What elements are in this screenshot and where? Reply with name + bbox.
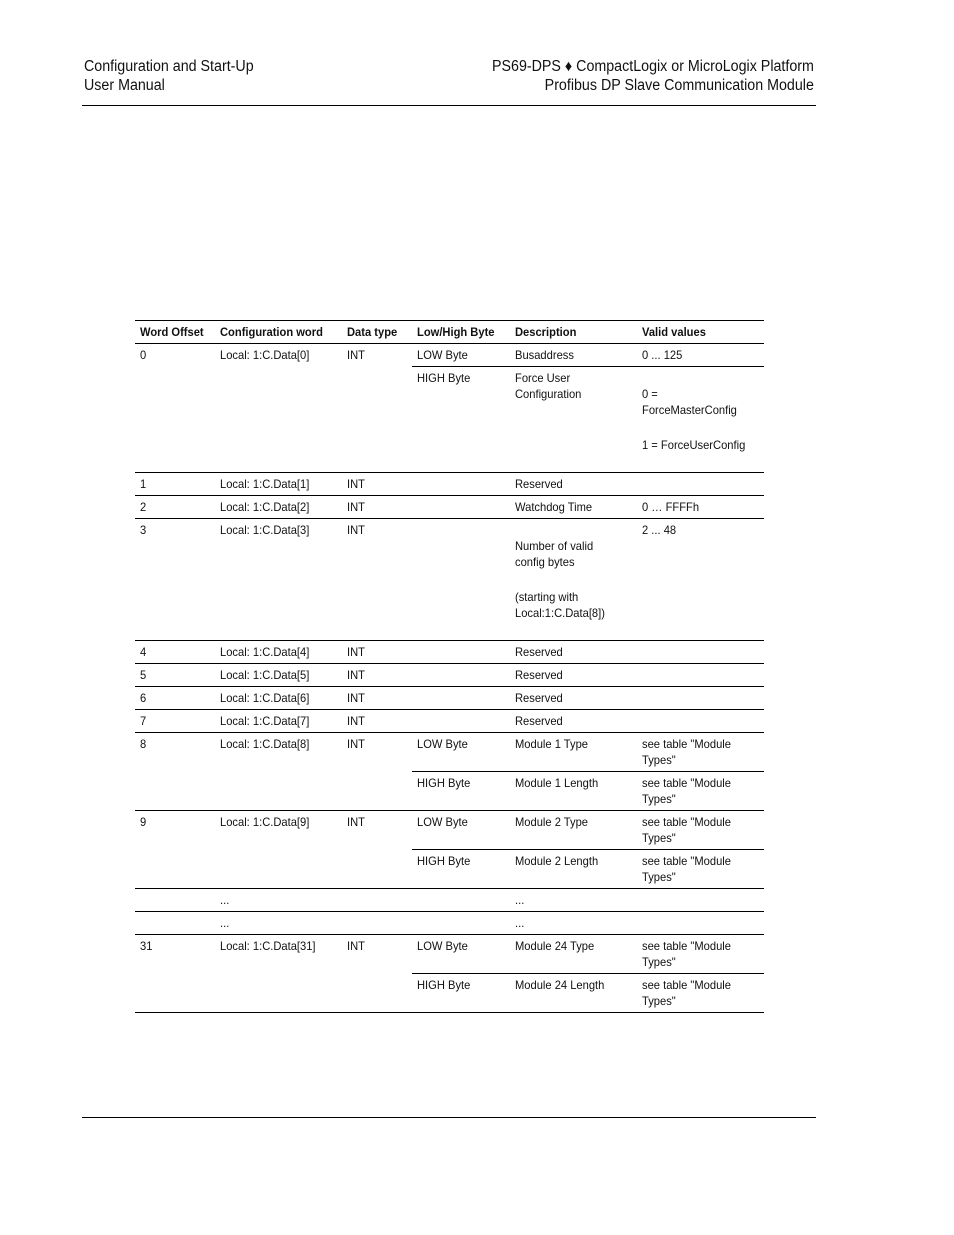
table-row: 1 Local: 1:C.Data[1] INT Reserved	[135, 473, 764, 496]
table-row: 4 Local: 1:C.Data[4] INT Reserved	[135, 641, 764, 664]
table-row: 8 Local: 1:C.Data[8] INT LOW Byte Module 1 Type see table "Module Types"	[135, 733, 764, 772]
data-type-cell: INT	[342, 344, 412, 473]
column-header: Word Offset	[135, 321, 215, 344]
word-offset-cell: 0	[135, 344, 215, 473]
table-row: ... ...	[135, 889, 764, 912]
byte-cell: LOW Byte	[412, 344, 510, 367]
column-header: Data type	[342, 321, 412, 344]
config-word-cell: Local: 1:C.Data[0]	[215, 344, 342, 473]
configuration-table	[135, 320, 764, 1013]
valid-values-cell: 0 = ForceMasterConfig 1 = ForceUserConfig	[637, 367, 764, 473]
column-header: Valid values	[637, 321, 764, 344]
description-cell: Force User Configuration	[510, 367, 637, 473]
table-row: HIGH Byte Module 24 Length see table "Module Types"	[135, 974, 764, 1013]
header-document-title: Configuration and Start-Up	[84, 58, 254, 75]
table-row: 2 Local: 1:C.Data[2] INT Watchdog Time 0 … FFFFh	[135, 496, 764, 519]
table-row: 31 Local: 1:C.Data[31] INT LOW Byte Module 24 Type see table "Module Types"	[135, 935, 764, 974]
table-row: 6 Local: 1:C.Data[6] INT Reserved	[135, 687, 764, 710]
header-divider	[82, 105, 816, 106]
header-document-type: User Manual	[84, 77, 165, 94]
table-row: ... ...	[135, 912, 764, 935]
table-row: 5 Local: 1:C.Data[5] INT Reserved	[135, 664, 764, 687]
table-row: 9 Local: 1:C.Data[9] INT LOW Byte Module 2 Type see table "Module Types"	[135, 811, 764, 850]
column-header: Low/High Byte	[412, 321, 510, 344]
page-header-left	[84, 57, 254, 95]
header-product-title: PS69-DPS ♦ CompactLogix or MicroLogix Platform	[492, 58, 814, 75]
table-row: 7 Local: 1:C.Data[7] INT Reserved	[135, 710, 764, 733]
description-cell: Busaddress	[510, 344, 637, 367]
column-header: Configuration word	[215, 321, 342, 344]
page-header-right	[492, 57, 814, 95]
footer-divider	[82, 1117, 816, 1118]
valid-values-cell: 0 ... 125	[637, 344, 764, 367]
header-product-subtitle: Profibus DP Slave Communication Module	[544, 77, 814, 94]
table-row: 3 Local: 1:C.Data[3] INT Number of valid config bytes (starting with Local:1:C.Data[8]) 2 ... 48	[135, 519, 764, 641]
table-header-row	[135, 321, 764, 344]
table-row: HIGH Byte Module 1 Length see table "Module Types"	[135, 772, 764, 811]
table-row: HIGH Byte Module 2 Length see table "Module Types"	[135, 850, 764, 889]
column-header: Description	[510, 321, 637, 344]
byte-cell: HIGH Byte	[412, 367, 510, 473]
table-row	[135, 344, 764, 367]
